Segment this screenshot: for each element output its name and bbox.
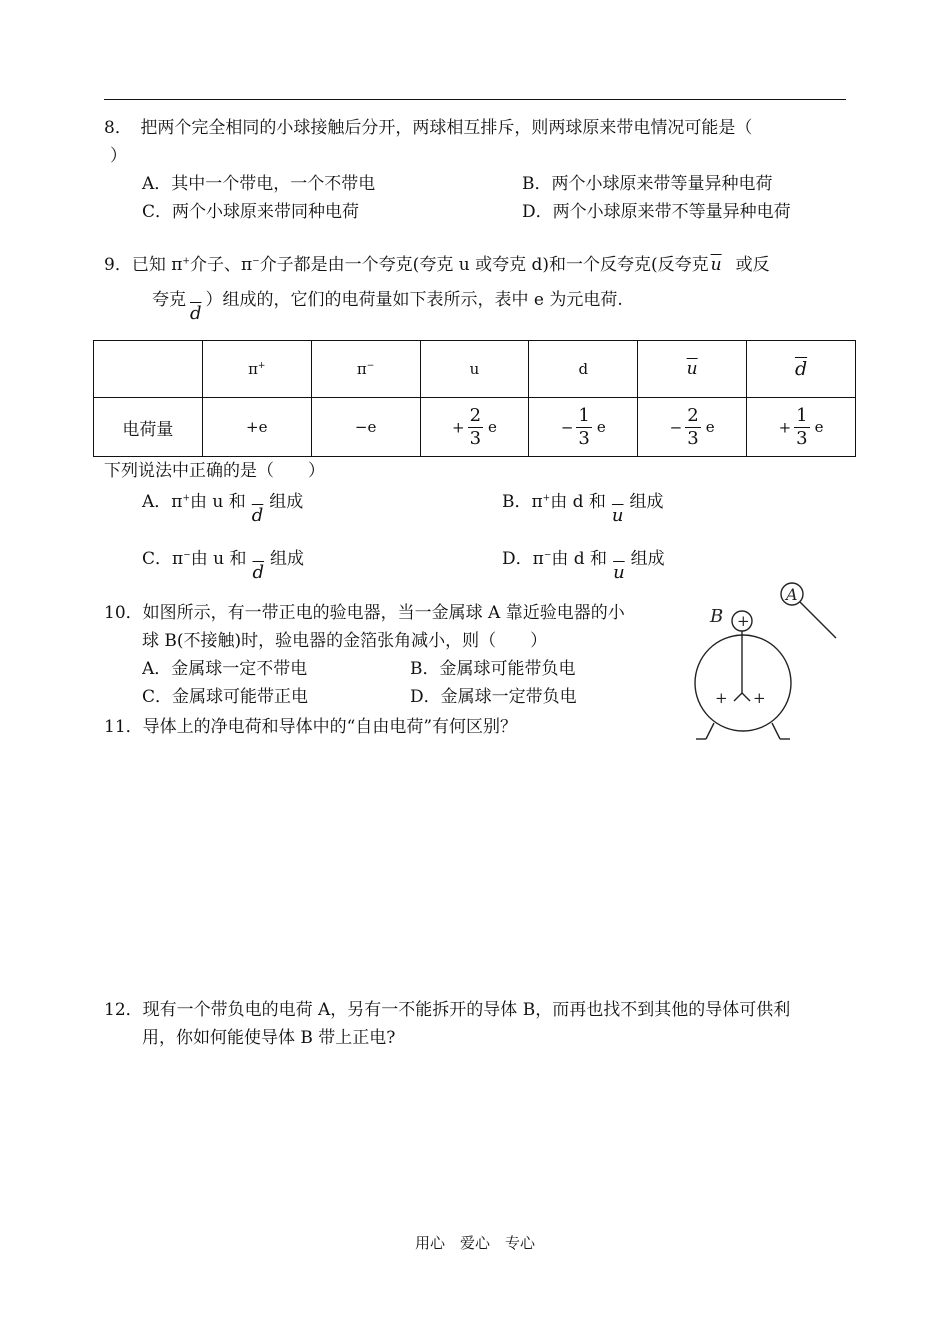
q9-text-b: 介子、π — [189, 255, 253, 275]
q9-ubar-symbol: $\overline{u}$ — [710, 255, 722, 275]
table-header-pi-plus: π+ — [202, 341, 311, 398]
q9-text-f: ）组成的，它们的电荷量如下表所示，表中 e 为元电荷. — [205, 290, 623, 310]
q10-option-b: B．金属球可能带负电 — [410, 659, 576, 679]
q9-sup-minus: − — [252, 256, 260, 267]
q8-option-b: B．两个小球原来带等量异种电荷 — [522, 174, 773, 194]
charge-pi-minus: −e — [311, 398, 420, 457]
electroscope-figure — [690, 575, 850, 750]
charge-dbar: + $\frac{1}{3}$ e — [747, 398, 856, 457]
label-b: B — [710, 606, 724, 627]
table-header-empty — [94, 341, 203, 398]
electroscope-body — [695, 635, 791, 731]
q8-stem-line2: ） — [110, 146, 127, 166]
charge-u: + $\frac{2}{3}$ e — [420, 398, 529, 457]
leaf-plus-left: + — [715, 689, 728, 707]
q9-prompt: 下列说法中正确的是（ ） — [104, 461, 325, 481]
table-header-d: d — [529, 341, 638, 398]
q9-dbar-symbol: $\overline{d}$ — [190, 303, 202, 324]
header-rule — [104, 99, 846, 100]
q10-option-a: A．金属球一定不带电 — [142, 659, 308, 679]
leg-right — [772, 723, 780, 739]
label-a: A — [786, 585, 798, 604]
q9-text-e: 夸克 — [152, 290, 186, 310]
table-header-pi-minus: π− — [311, 341, 420, 398]
q12-stem-line2: 用，你如何能使导体 B 带上正电? — [142, 1028, 396, 1048]
leaf-left — [734, 693, 742, 701]
q9-option-c: C．π−由 u 和$\overline{d}$组成 — [142, 549, 305, 583]
table-header-u: u — [420, 341, 529, 398]
q9-option-a: A．π+由 u 和$\overline{d}$组成 — [142, 492, 304, 526]
q8-option-a: A．其中一个带电，一个不带电 — [142, 174, 376, 194]
q9-option-d: D．π−由 d 和$\overline{u}$组成 — [502, 549, 665, 583]
q12-stem-line1: 12．现有一个带负电的电荷 A，另有一不能拆开的导体 B，而再也找不到其他的导体可供利 — [104, 1000, 791, 1020]
leg-left — [706, 723, 714, 739]
charge-pi-plus: +e — [202, 398, 311, 457]
table-header-ubar: $\overline{u}$ — [638, 341, 747, 398]
q11-stem: 11．导体上的净电荷和导体中的“自由电荷”有何区别？ — [104, 717, 518, 737]
q8-stem-line1: 8． 把两个完全相同的小球接触后分开，两球相互排斥，则两球原来带电情况可能是（ — [104, 118, 753, 138]
q9-text-a: 9．已知 π — [104, 255, 183, 275]
knob-plus-sign: + — [737, 612, 750, 630]
q10-option-d: D．金属球一定带负电 — [410, 687, 577, 707]
q9-option-b: B．π+由 d 和$\overline{u}$组成 — [502, 492, 664, 526]
q10-option-c: C．金属球可能带正电 — [142, 687, 309, 707]
page-footer: 用心 爱心 专心 — [414, 1234, 535, 1252]
table-row-label: 电荷量 — [94, 398, 203, 457]
leaf-right — [742, 693, 750, 701]
charge-ubar: − $\frac{2}{3}$ e — [638, 398, 747, 457]
sphere-a-handle — [800, 602, 836, 638]
q8-option-d: D．两个小球原来带不等量异种电荷 — [522, 202, 791, 222]
q8-option-c: C．两个小球原来带同种电荷 — [142, 202, 360, 222]
q9-stem-line2 — [152, 290, 623, 324]
q9-stem-line1 — [104, 257, 770, 274]
q9-sup-plus: + — [182, 256, 190, 267]
q10-stem-line1: 10．如图所示，有一带正电的验电器，当一金属球 A 靠近验电器的小 — [104, 603, 625, 623]
charge-d: − $\frac{1}{3}$ e — [529, 398, 638, 457]
table-header-dbar: $\overline{d}$ — [747, 341, 856, 398]
q9-text-d: 或反 — [735, 255, 770, 275]
q9-text-c: 介子都是由一个夸克(夸克 u 或夸克 d)和一个反夸克(反夸克 — [259, 255, 709, 275]
charge-table — [93, 340, 856, 457]
table-charge-row — [94, 398, 856, 457]
leaf-plus-right: + — [753, 689, 766, 707]
table-header-row — [94, 341, 856, 398]
q10-stem-line2: 球 B(不接触)时，验电器的金箔张角减小，则（ ） — [142, 631, 548, 651]
